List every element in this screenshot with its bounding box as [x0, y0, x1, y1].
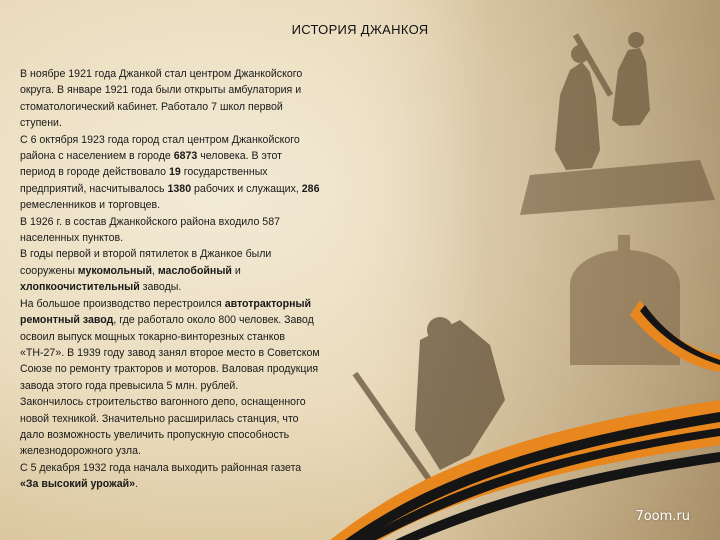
text-run: человека. В этот период в городе действовало: [20, 150, 282, 179]
bold-text: автотракторный ремонтный завод: [20, 297, 312, 327]
paragraph: [20, 296, 320, 394]
bold-text: 286: [301, 182, 320, 195]
bold-text: мукомольный: [77, 264, 152, 277]
paragraph: [20, 246, 320, 295]
paragraph: [20, 214, 320, 247]
text-run: В ноябре 1921 года Джанкой стал центром Джанкойского округа. В январе 1921 года были открыты амбулатория и стоматологический кабинет. Работало 7 школ первой ступени.: [20, 68, 303, 130]
text-run: Закончилось строительство вагонного депо, оснащенного новой техникой. Значительно расширилась станция, что дало возможность увеличить пропускную способность железнодорожного узла.: [20, 396, 306, 458]
text-run: С 5 декабря 1932 года начала выходить районная газета: [20, 461, 302, 474]
bold-text: 1380: [167, 182, 192, 195]
text-run: В годы первой и второй пятилеток в Джанкое были сооружены: [20, 248, 272, 277]
bold-text: 19: [168, 166, 181, 179]
text-run: государственных предприятий, насчитывалось: [20, 166, 268, 195]
text-run: В 1926 г. в состав Джанкойского района входило 587 населенных пунктов.: [20, 215, 280, 245]
bold-text: хлопкоочистительный: [20, 281, 140, 294]
paragraph: [20, 460, 320, 493]
text-run: ,: [151, 264, 158, 277]
text-run: На большое производство перестроился: [20, 297, 225, 310]
brand-watermark: 7oom.ru: [635, 509, 690, 524]
bold-text: «За высокий урожай»: [20, 478, 136, 491]
text-run: ремесленников и торговцев.: [20, 199, 161, 212]
text-run: рабочих и служащих,: [191, 182, 302, 195]
paragraph: [20, 394, 320, 460]
paragraph: [20, 66, 320, 132]
text-run: .: [135, 478, 138, 491]
bold-text: маслобойный: [157, 264, 232, 277]
paragraph: [20, 132, 320, 214]
bold-text: 6873: [173, 150, 198, 163]
text-run: С 6 октября 1923 года город стал центром Джанкойского района с населением в городе: [20, 133, 300, 163]
text-run: , где работало около 800 человек. Завод освоил выпуск мощных токарно-винторезных станков «ТН-27». В 1939 году завод занял второе место в Советском Союзе по ремонту тракторов и моторов. Валовая продукция завода этого года превысила 5 млн. рублей.: [20, 314, 320, 392]
text-run: заводы.: [139, 281, 182, 294]
slide-title: ИСТОРИЯ ДЖАНКОЯ: [291, 22, 429, 37]
text-run: и: [231, 264, 241, 277]
body-text: [20, 66, 320, 493]
